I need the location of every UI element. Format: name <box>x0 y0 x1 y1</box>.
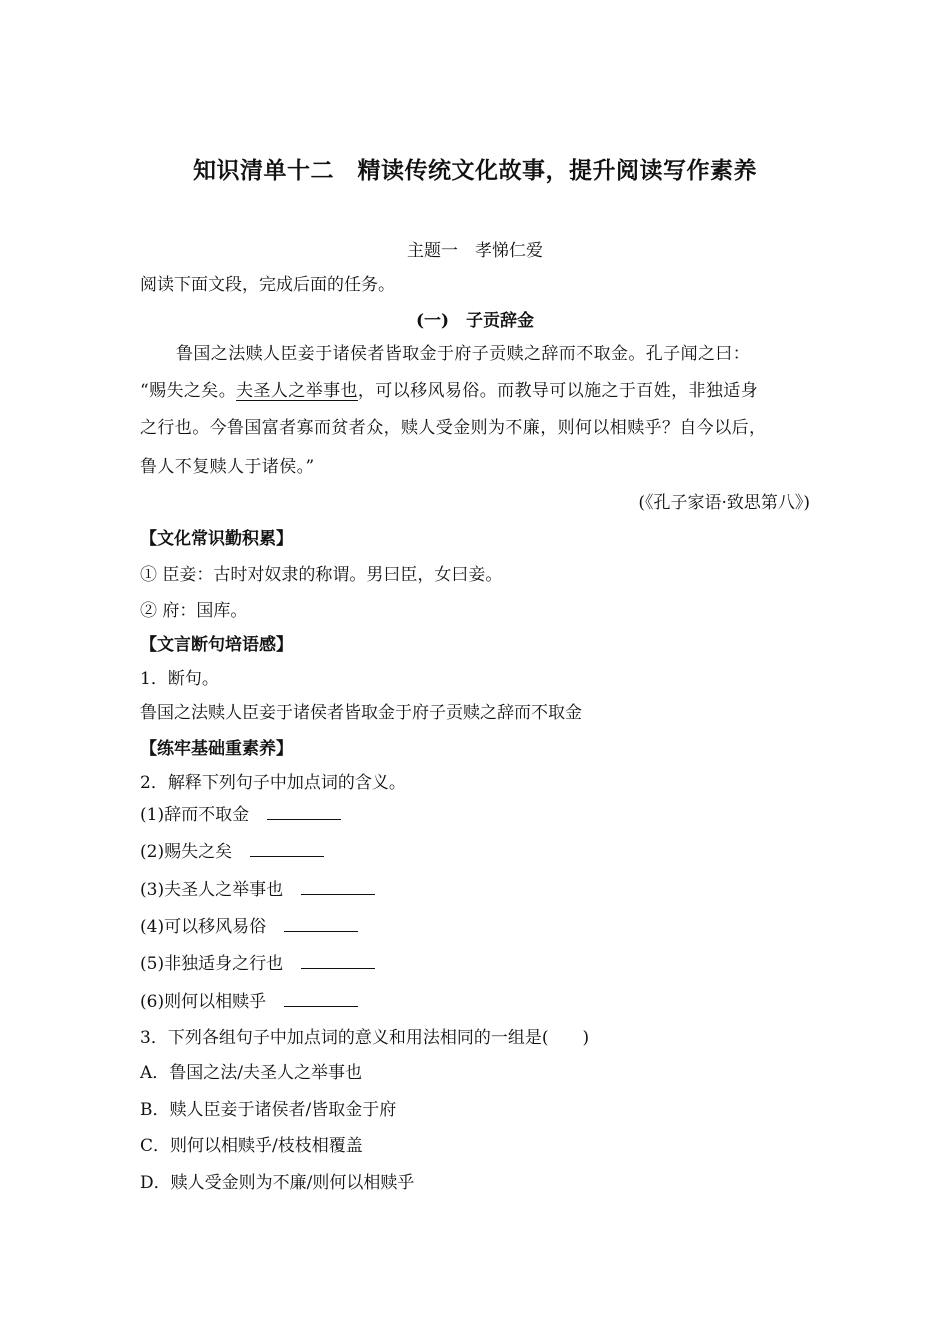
passage-line-1: 鲁国之法赎人臣妾于诸侯者皆取金于府子贡赎之辞而不取金。孔子闻之曰： <box>176 344 751 364</box>
culture-item-1: ① 臣妾：古时对奴隶的称谓。男曰臣，女曰妾。 <box>140 565 503 585</box>
answer-blank[interactable] <box>267 805 341 820</box>
question-1-text: 鲁国之法赎人臣妾于诸侯者皆取金于府子贡赎之辞而不取金 <box>140 703 582 723</box>
source-citation: (《孔子家语·致思第八》) <box>638 493 810 513</box>
underlined-sentence: 夫圣人之举事也 <box>236 381 358 401</box>
punctuation-heading: 【文言断句培语感】 <box>140 635 293 655</box>
passage-line-4: 鲁人不复赎人于诸侯。” <box>140 457 315 477</box>
answer-blank[interactable] <box>284 917 358 932</box>
culture-item-2: ② 府：国库。 <box>140 601 248 621</box>
option-d[interactable]: D．赎人受金则为不廉/则何以相赎乎 <box>140 1173 415 1193</box>
question-1: 1．断句。 <box>140 669 219 689</box>
answer-blank[interactable] <box>301 880 375 895</box>
passage-line-3: 之行也。今鲁国富者寡而贫者众，赎人受金则为不廉，则何以相赎乎？自今以后， <box>140 418 767 438</box>
option-b[interactable]: B．赎人臣妾于诸侯者/皆取金于府 <box>140 1100 397 1120</box>
option-a[interactable]: A．鲁国之法/夫圣人之举事也 <box>140 1063 363 1083</box>
foundation-heading: 【练牢基础重素养】 <box>140 739 293 759</box>
q2-item-4: (4)可以移风易俗 <box>140 912 358 937</box>
q2-item-5: (5)非独适身之行也 <box>140 949 375 974</box>
question-2: 2．解释下列句子中加点词的含义。 <box>140 773 406 793</box>
instruction-text: 阅读下面文段，完成后面的任务。 <box>140 275 395 295</box>
q2-item-2: (2)赐失之矣 <box>140 837 324 862</box>
q2-item-1: (1)辞而不取金 <box>140 800 341 825</box>
question-3: 3．下列各组句子中加点词的意义和用法相同的一组是( ) <box>140 1028 590 1048</box>
story-subtitle: (一) 子贡辞金 <box>415 311 535 331</box>
theme-heading: 主题一 孝悌仁爱 <box>407 241 543 261</box>
answer-blank[interactable] <box>284 992 358 1007</box>
culture-heading: 【文化常识勤积累】 <box>140 529 293 549</box>
passage-line-2a: “赐失之矣。 <box>140 381 237 401</box>
q2-item-6: (6)则何以相赎乎 <box>140 987 358 1012</box>
option-c[interactable]: C．则何以相赎乎/枝枝相覆盖 <box>140 1136 363 1156</box>
passage-line-2 <box>140 376 758 401</box>
q2-item-3: (3)夫圣人之举事也 <box>140 875 375 900</box>
page-title: 知识清单十二 精读传统文化故事，提升阅读写作素养 <box>193 157 757 184</box>
answer-blank[interactable] <box>250 842 324 857</box>
passage-line-2c: ，可以移风易俗。而教导可以施之于百姓，非独适身 <box>357 381 759 401</box>
answer-blank[interactable] <box>301 954 375 969</box>
